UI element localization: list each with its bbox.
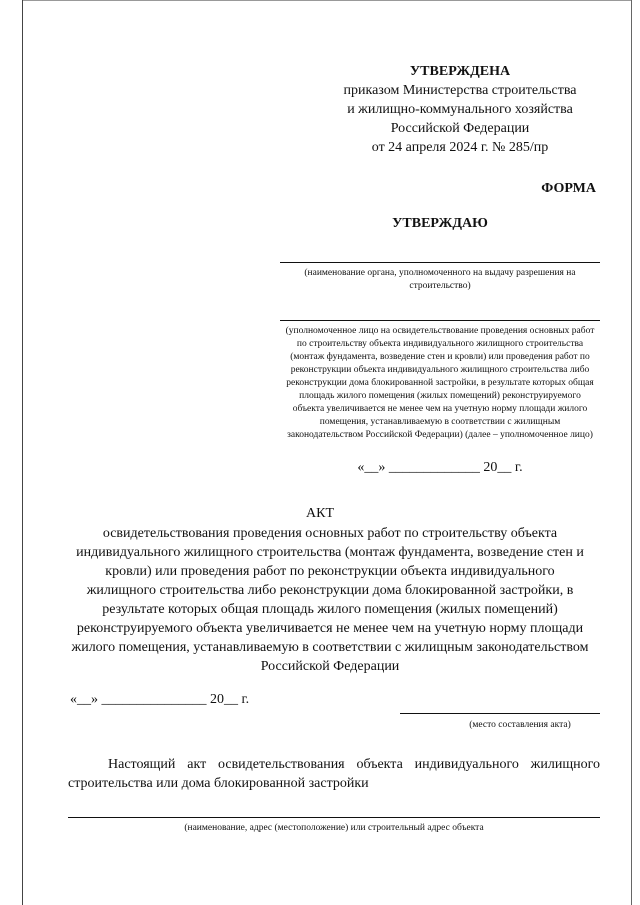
authority-fill-line — [280, 262, 600, 263]
object-caption: (наименование, адрес (местоположение) или строительный адрес объекта — [184, 823, 484, 833]
approval-title: УТВЕРЖДЕНА — [409, 64, 511, 79]
act-title: АКТ — [306, 506, 334, 521]
approve-label: УТВЕРЖДАЮ — [392, 216, 488, 231]
approval-line: Российской Федерации — [390, 121, 530, 136]
approval-line: и жилищно-коммунального хозяйства — [347, 102, 573, 117]
place-fill-line — [400, 713, 600, 714]
person-fill-line — [280, 320, 600, 321]
act-subject: освидетельствования проведения основных работ по строительству объекта индивидуального жилищного строительства (монтаж фундамента, возведение стен и кровли) или проведения работ по реконструкции объекта индивидуального жилищного строительства либо реконструкции дома блокированной застройки, в результате которых общая площадь жилого помещения (жилых помещений) реконструируемого объекта увеличивается не менее чем на учетную норму площади жилого помещения, устанавливаемую в соответствии с жилищным законодательством Российской Федерации — [71, 526, 589, 674]
page-edge-top — [22, 0, 632, 1]
approval-line: от 24 апреля 2024 г. № 285/пр — [371, 140, 549, 155]
object-fill-line — [68, 817, 600, 818]
person-caption: (уполномоченное лицо на освидетельствование проведения основных работ по строительству объекта индивидуального жилищного строительства (монтаж фундамента, возведение стен и кровли) или проведения работ по реконструкции объекта индивидуального жилищного строительства либо реконструкции дома блокированной застройки, в результате которых общая площадь жилого помещения (жилых помещений) реконструируемого объекта увеличивается не менее чем на учетную норму площади жилого помещения, устанавливаемую в соответствии с жилищным законодательством Российской Федерации) (далее – уполномоченное лицо) — [285, 326, 595, 440]
approval-block — [320, 62, 600, 157]
approval-date-line: «__» _____________ 20__ г. — [357, 460, 523, 475]
authority-caption: (наименование органа, уполномоченного на выдачу разрешения на строительство) — [304, 268, 576, 291]
form-label: ФОРМА — [541, 181, 596, 196]
page-edge-left — [22, 0, 23, 905]
act-date-line: «__» _______________ 20__ г. — [70, 692, 250, 707]
page-edge-right — [631, 0, 632, 905]
approval-line: приказом Министерства строительства — [343, 83, 577, 98]
place-caption: (место составления акта) — [469, 720, 571, 730]
intro-paragraph: Настоящий акт освидетельствования объекта индивидуального жилищного строительства или дома блокированной застройки — [68, 757, 600, 791]
